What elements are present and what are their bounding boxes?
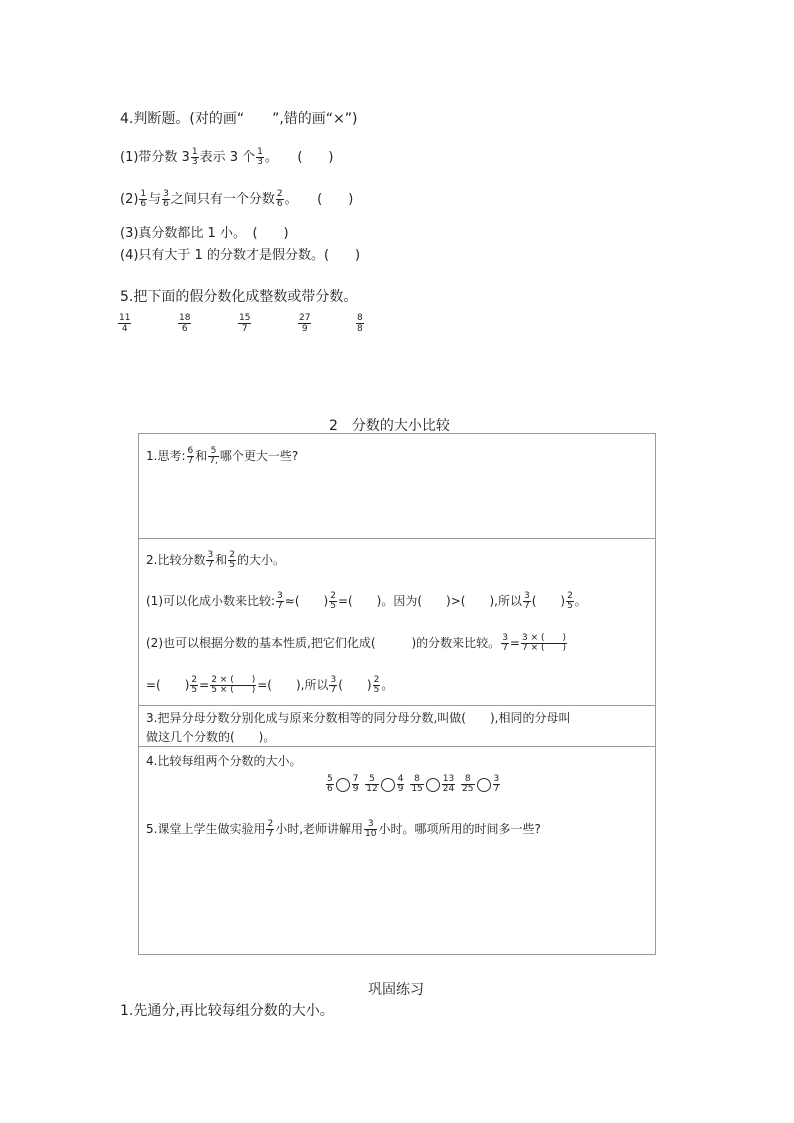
fraction: $\frac{3}{10}$ [365,819,377,839]
improper-fraction: 18 6 [179,313,191,334]
fraction: $\frac{4}{9}$ [397,774,404,794]
fraction: $\frac{3}{7}$ [207,550,214,570]
divider [138,746,656,747]
fraction: $\frac{1}{3}$ [191,147,198,167]
fraction: $\frac{3}{7}$ [330,675,337,695]
fraction: $\frac{2}{5}$ [373,675,380,695]
fraction: $\frac{2}{5}$ [191,675,198,695]
improper-fraction: 15 7 [239,313,251,334]
judge-item-1: (1)带分数 3 $\frac{1}{3}$ 表示 3 个 $\frac{1}{3}$ 。 ( ) [120,147,334,167]
question-2-line-1: (1)可以化成小数来比较: $\frac{3}{7}$ ≈( ) $\frac{2}{5}$ =( )。因为( )>( ),所以 $\frac{3}{7}$ ( ) $\frac{2}{5}$ 。 [146,591,587,611]
fraction: $\frac{2}{5}$ [567,591,573,611]
comparison-row [325,775,501,794]
fraction: $\frac{7}{9}$ [352,774,359,794]
question-5: 5.课堂上学生做实验用 $\frac{2}{7}$ 小时,老师讲解用 $\frac{3}{10}$ 小时。哪项所用的时间多一些? [146,819,541,839]
compare-circle[interactable] [426,778,440,792]
convert-section-title: 5.把下面的假分数化成整数或带分数。 [120,289,358,305]
fraction: $\frac{3}{7}$ [493,774,500,794]
fraction: $\frac{5}{12}$ [366,774,378,794]
compare-circle[interactable] [477,778,491,792]
improper-fraction: 8 8 [357,313,363,334]
fraction: $\frac{2}{5}$ [229,550,235,570]
divider [138,705,656,706]
fraction: $\frac{1}{3}$ [257,147,263,167]
question-3-line-2: 做这几个分数的( )。 [146,730,276,744]
improper-fraction: 11 4 [119,313,131,334]
question-4-title: 4.比较每组两个分数的大小。 [146,754,302,768]
question-2-line-3: =( ) $\frac{2}{5}$ = $\frac{2 \times ( )}{5 \times ( )}$ =( ),所以 $\frac{3}{7}$ ( ) $\frac{2}{5}$ 。 [146,675,394,695]
divider [138,538,656,539]
expanded-fraction: $\frac{3 \times ( )}{7 \times ( )}$ [521,633,566,653]
fraction: $\frac{1}{6}$ [140,189,147,209]
judge-item-2: (2) $\frac{1}{6}$ 与 $\frac{3}{6}$ 之间只有一个分数 $\frac{2}{6}$ 。 ( ) [120,189,354,209]
fraction: $\frac{5}{6}$ [327,774,333,794]
fraction: $\frac{3}{7}$ [277,591,283,611]
question-2-title: 2.比较分数 $\frac{3}{7}$ 和 $\frac{2}{5}$ 的大小。 [146,550,285,570]
fraction: $\frac{6}{7}$ [187,446,194,466]
judge-item-3: (3)真分数都比 1 小。 ( ) [120,226,289,241]
judge-section-title: 4.判断题。(对的画“ ”,错的画“×”) [120,111,358,127]
fraction: $\frac{2}{5}$ [330,591,336,611]
fraction: $\frac{2}{6}$ [276,189,283,209]
fraction: $\frac{3}{7}$ [502,633,508,653]
fraction: $\frac{8}{15}$ [411,774,423,794]
compare-circle[interactable] [336,778,350,792]
expanded-fraction: $\frac{2 \times ( )}{5 \times ( )}$ [211,675,256,695]
practice-question-1: 1.先通分,再比较每组分数的大小。 [120,1003,334,1019]
section-heading: 2 分数的大小比较 [329,418,450,434]
fraction: $\frac{5}{7,}$ [209,446,218,466]
fraction: $\frac{3}{6}$ [163,189,169,209]
judge-item-4: (4)只有大于 1 的分数才是假分数。( ) [120,248,361,263]
improper-fraction: 27 9 [299,313,311,334]
compare-circle[interactable] [381,778,395,792]
practice-heading: 巩固练习 [368,982,424,998]
question-1: 1.思考: $\frac{6}{7}$ 和 $\frac{5}{7,}$ 哪个更大一些? [146,446,299,466]
question-3-line-1: 3.把异分母分数分别化成与原来分数相等的同分母分数,叫做( ),相同的分母叫 [146,711,571,725]
fraction: $\frac{8}{25}$ [462,774,474,794]
fraction: $\frac{2}{7}$ [267,819,274,839]
question-2-line-2: (2)也可以根据分数的基本性质,把它们化成( )的分数来比较。 $\frac{3}{7}$ = $\frac{3 \times ( )}{7 \times ( )}$ [146,633,566,653]
fraction: $\frac{13}{24}$ [442,774,455,794]
fraction: $\frac{3}{7}$ [523,591,530,611]
